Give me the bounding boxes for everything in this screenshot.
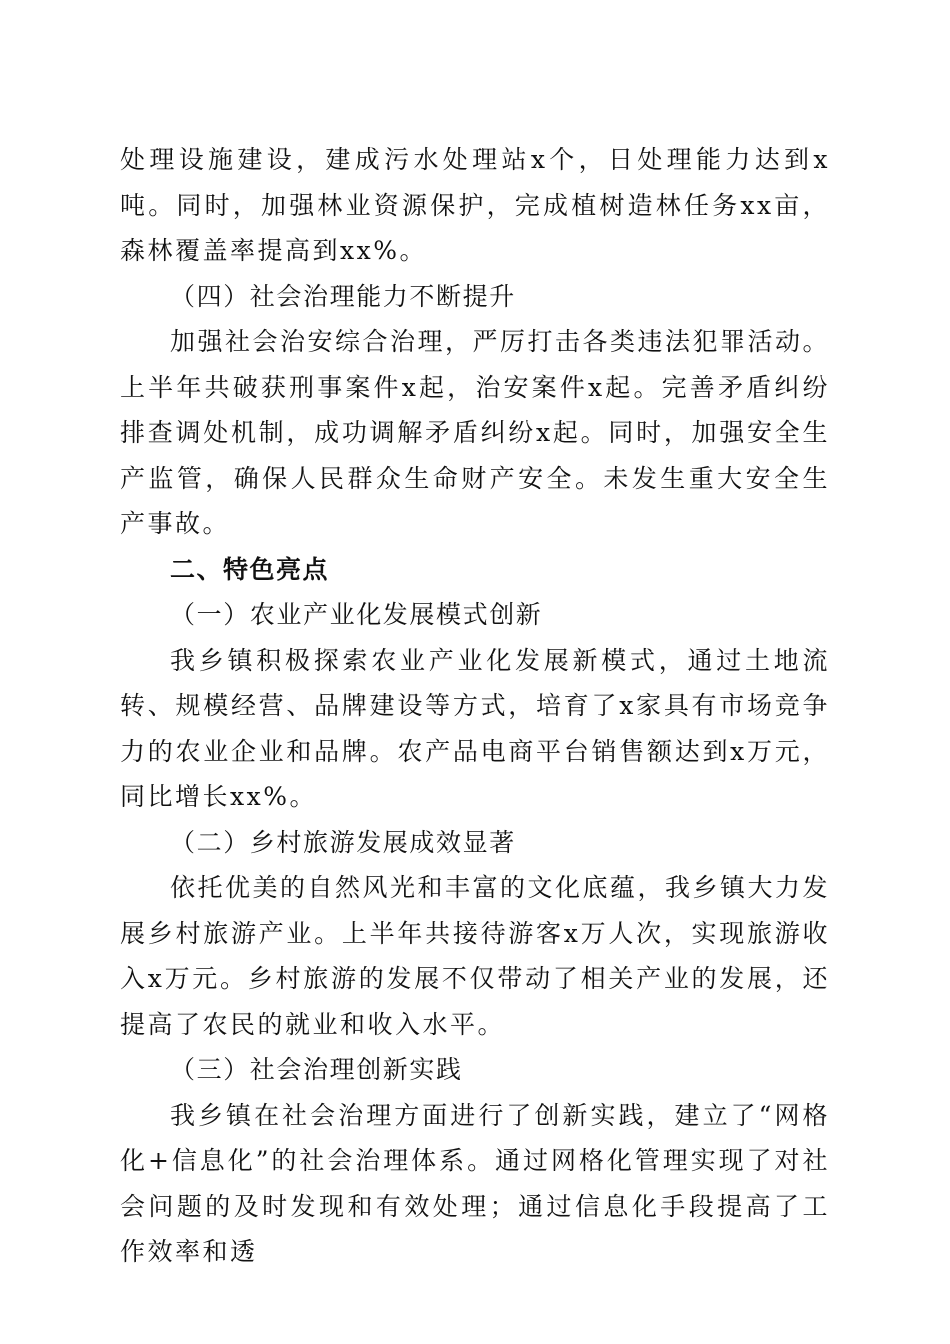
- subsection-4-heading: （四）社会治理能力不断提升: [170, 281, 516, 311]
- highlight-1-heading: （一）农业产业化发展模式创新: [170, 600, 543, 629]
- subsection-4-body: 加强社会治安综合治理，严厉打击各类违法犯罪活动。上半年共破获刑事案件x起，治安案件x起。完善矛盾纠纷排查调处机制，成功调解矛盾纠纷x起。同时，加强安全生产监管，确保人民群众生命财产安全。未发生重大安全生产事故。: [120, 327, 831, 538]
- highlight-2-heading: （二）乡村旅游发展成效显著: [170, 827, 516, 857]
- highlight-3-heading: （三）社会治理创新实践: [170, 1055, 463, 1084]
- highlight-3-body: 我乡镇在社会治理方面进行了创新实践，建立了“网格化+信息化”的社会治理体系。通过网格化管理实现了对社会问题的及时发现和有效处理；通过信息化手段提高了工作效率和透: [120, 1100, 830, 1266]
- continued-paragraph: 处理设施建设，建成污水处理站x个，日处理能力达到x吨。同时，加强林业资源保护，完成植树造林任务xx亩，森林覆盖率提高到xx%。: [120, 145, 830, 265]
- highlight-1-body: 我乡镇积极探索农业产业化发展新模式，通过土地流转、规模经营、品牌建设等方式，培育了x家具有市场竞争力的农业企业和品牌。农产品电商平台销售额达到x万元，同比增长xx%。: [120, 645, 830, 811]
- section-2-heading: 二、特色亮点: [170, 554, 330, 584]
- document-page: [120, 137, 830, 1275]
- highlight-2-body: 依托优美的自然风光和丰富的文化底蕴，我乡镇大力发展乡村旅游产业。上半年共接待游客x万人次，实现旅游收入x万元。乡村旅游的发展不仅带动了相关产业的发展，还提高了农民的就业和收入水平。: [120, 873, 831, 1039]
